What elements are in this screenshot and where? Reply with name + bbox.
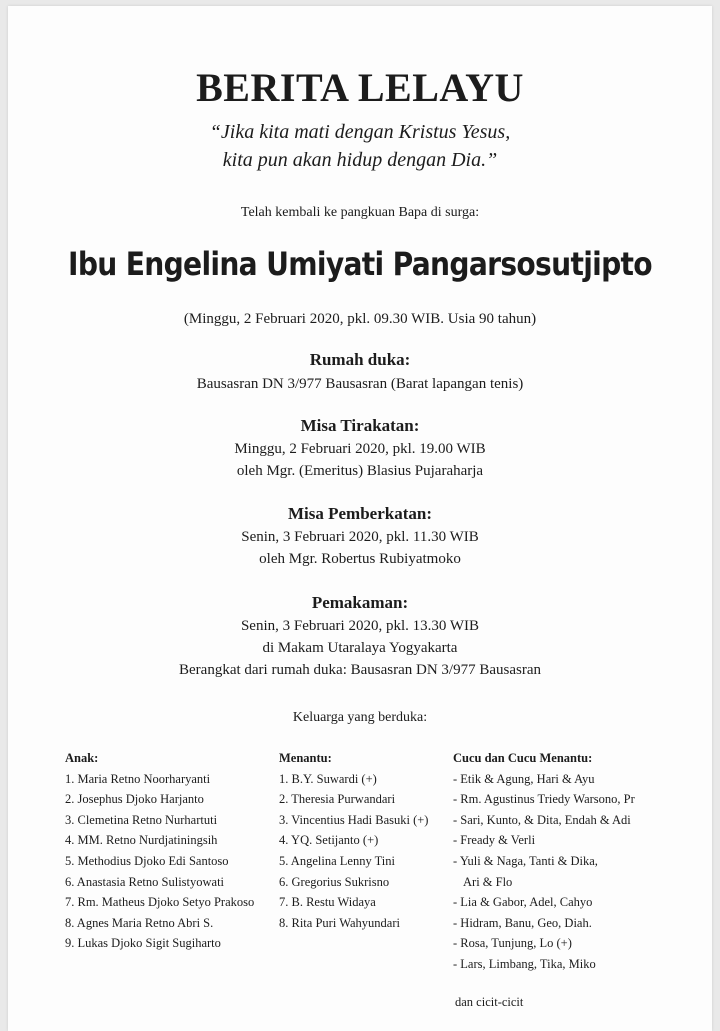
list-item: - Etik & Agung, Hari & Ayu [453,771,595,786]
section-heading: Rumah duka: [309,350,411,369]
list-item: - Lars, Limbang, Tika, Miko [453,956,596,971]
family-heading: Keluarga yang berduka: [292,710,428,725]
section-heading: Misa Pemberkatan: [287,504,432,523]
section-line: Bausasran DN 3/977 Bausasran (Barat lapangan tenis) [196,376,524,392]
list-item: 4. YQ. Setijanto (+) [279,833,379,848]
list-item: 6. Gregorius Sukrisno [279,874,390,889]
list-item: 1. Maria Retno Noorharyanti [65,771,211,786]
section-pemakaman [0,593,720,681]
death-info: (Minggu, 2 Februari 2020, pkl. 09.30 WIB. Usia 90 tahun) [183,311,537,327]
deceased-name: Ibu Engelina Umiyati Pangarsosutjipto [68,245,652,283]
page-title: BERITA LELAYU [196,65,524,110]
list-item: - Rm. Agustinus Triedy Warsono, Pr [453,792,635,807]
list-item: 5. Methodius Djoko Edi Santoso [65,853,229,868]
column-heading: Menantu: [279,751,332,765]
section-line: Senin, 3 Februari 2020, pkl. 13.30 WIB [240,618,480,634]
list-item: 8. Rita Puri Wahyundari [279,915,400,930]
list-item: 5. Angelina Lenny Tini [279,853,395,868]
list-item: - Lia & Gabor, Adel, Cahyo [453,895,593,910]
column-menantu [279,748,428,933]
list-item: 4. MM. Retno Nurdjatiningsih [65,833,218,848]
verse-line: kita pun akan hidup dengan Dia.” [222,149,498,171]
list-item: Ari & Flo [463,874,513,889]
list-item: 7. B. Restu Widaya [279,895,376,910]
list-item: 9. Lukas Djoko Sigit Sugiharto [65,936,221,951]
section-line: Minggu, 2 Februari 2020, pkl. 19.00 WIB [234,441,486,457]
section-line: oleh Mgr. Robertus Rubiyatmoko [259,551,461,567]
column-heading: Cucu dan Cucu Menantu: [453,751,593,765]
intro-text: Telah kembali ke pangkuan Bapa di surga: [240,205,480,220]
list-item: 8. Agnes Maria Retno Abri S. [65,915,214,930]
bible-verse [0,118,720,174]
list-item: - Fready & Verli [453,833,536,848]
column-anak [65,748,254,954]
list-item: 2. Josephus Djoko Harjanto [65,792,204,807]
list-item: - Rosa, Tunjung, Lo (+) [453,936,572,951]
section-misa-tirakatan [0,416,720,482]
list-item: 3. Clemetina Retno Nurhartuti [65,812,218,827]
list-item: - Hidram, Banu, Geo, Diah. [453,915,592,930]
section-line: di Makam Utaralaya Yogyakarta [262,640,458,656]
list-item: 6. Anastasia Retno Sulistyowati [65,874,225,889]
list-item: 2. Theresia Purwandari [279,792,396,807]
section-line: Berangkat dari rumah duka: Bausasran DN 3/977 Bausasran [179,662,541,678]
section-heading: Pemakaman: [311,593,409,612]
list-item: - Yuli & Naga, Tanti & Dika, [453,853,598,868]
list-item: 1. B.Y. Suwardi (+) [279,771,377,786]
list-item: - Sari, Kunto, & Dita, Endah & Adi [453,812,631,827]
section-heading: Misa Tirakatan: [300,416,420,435]
list-item: 3. Vincentius Hadi Basuki (+) [279,812,429,827]
section-line: oleh Mgr. (Emeritus) Blasius Pujaraharja [236,463,484,479]
column-cucu [453,748,635,975]
footer-note: dan cicit-cicit [455,995,524,1009]
section-rumah-duka [0,350,720,395]
section-misa-pemberkatan [0,504,720,570]
column-heading: Anak: [65,751,99,765]
section-line: Senin, 3 Februari 2020, pkl. 11.30 WIB [241,529,479,545]
verse-line: “Jika kita mati dengan Kristus Yesus, [209,121,511,143]
list-item: 7. Rm. Matheus Djoko Setyo Prakoso [65,895,255,910]
